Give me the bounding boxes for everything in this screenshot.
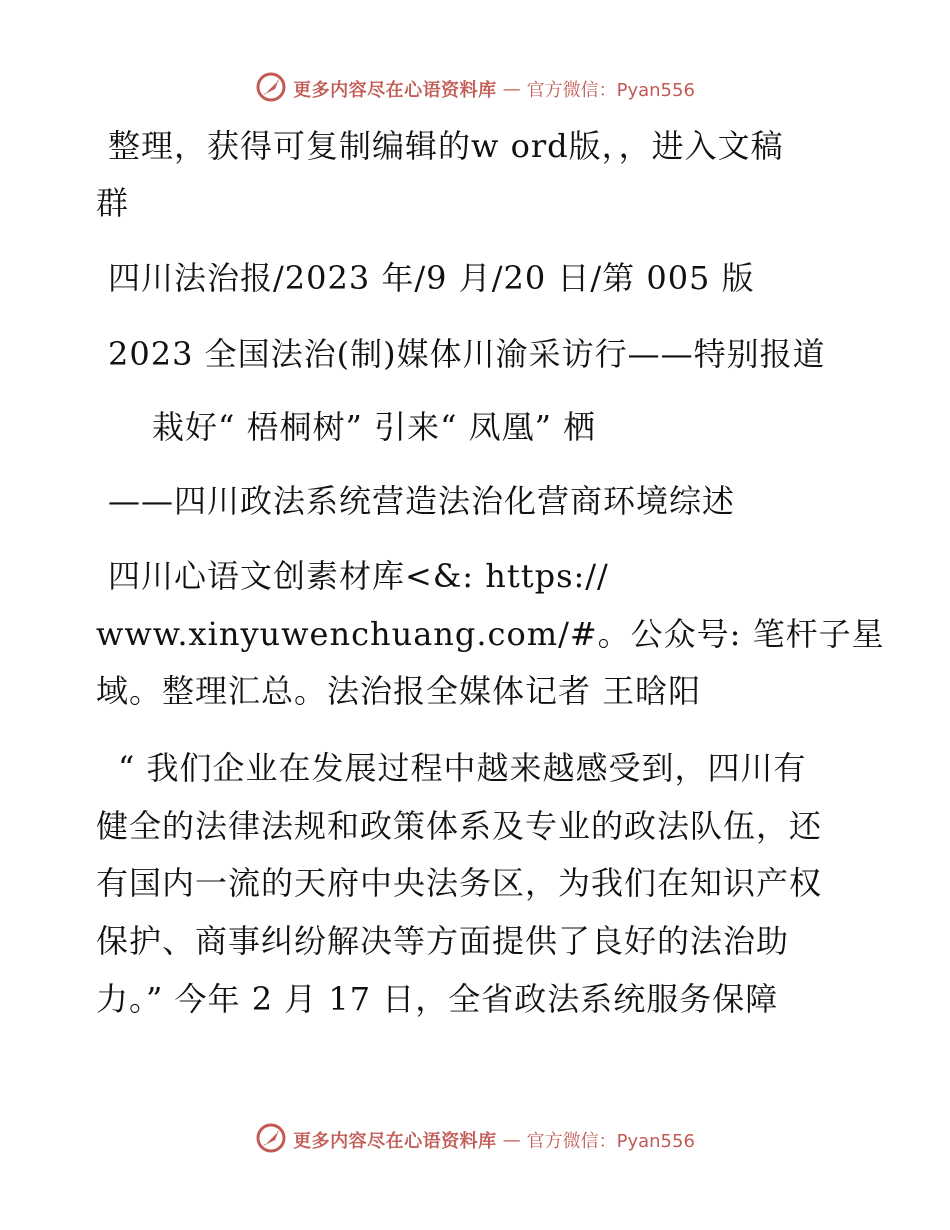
paragraph-line-5: 力。” 今年 2 月 17 日，全省政法系统服务保障 [96,980,779,1018]
paragraph-line-2: 健全的法律法规和政策体系及专业的政法队伍，还 [96,807,823,845]
paragraph-line-3: 有国内一流的天府中央法务区，为我们在知识产权 [96,864,823,902]
intro-line-1: 整理，获得可复制编辑的w ord版，，进入文稿 [108,127,784,165]
headline: 栽好“ 梧桐树” 引来“ 凤凰” 栖 [152,408,597,446]
banner-separator: — [502,78,521,100]
subheadline: ——四川政法系统营造法治化营商环境综述 [108,482,736,520]
column-title: 2023 全国法治(制)媒体川渝采访行——特别报道 [108,335,826,373]
banner-wechat: 官方微信：Pyan556 [526,80,695,101]
paragraph-line-4: 保护、商事纠纷解决等方面提供了良好的法治助 [96,922,790,960]
banner-separator: — [502,1129,521,1151]
credit-line-3: 域。整理汇总。法治报全媒体记者 王晗阳 [96,672,702,710]
footer-banner [0,1123,950,1157]
header-banner [0,72,950,106]
banner-text: 更多内容尽在心语资料库 [293,80,497,101]
paragraph-line-1: “ 我们企业在发展过程中越来越感受到，四川有 [118,749,807,787]
banner-wechat: 官方微信：Pyan556 [526,1131,695,1152]
credit-line-2: www.xinyuwenchuang.com/#。公众号: 笔杆子星 [96,615,885,653]
banner-text: 更多内容尽在心语资料库 [293,1131,497,1152]
feather-pen-logo-icon [255,1122,287,1158]
feather-pen-logo-icon [255,71,287,107]
source-line: 四川法治报/2023 年/9 月/20 日/第 005 版 [108,259,755,297]
intro-line-2: 群 [96,184,130,222]
credit-line-1: 四川心语文创素材库<&: https:// [108,557,609,595]
